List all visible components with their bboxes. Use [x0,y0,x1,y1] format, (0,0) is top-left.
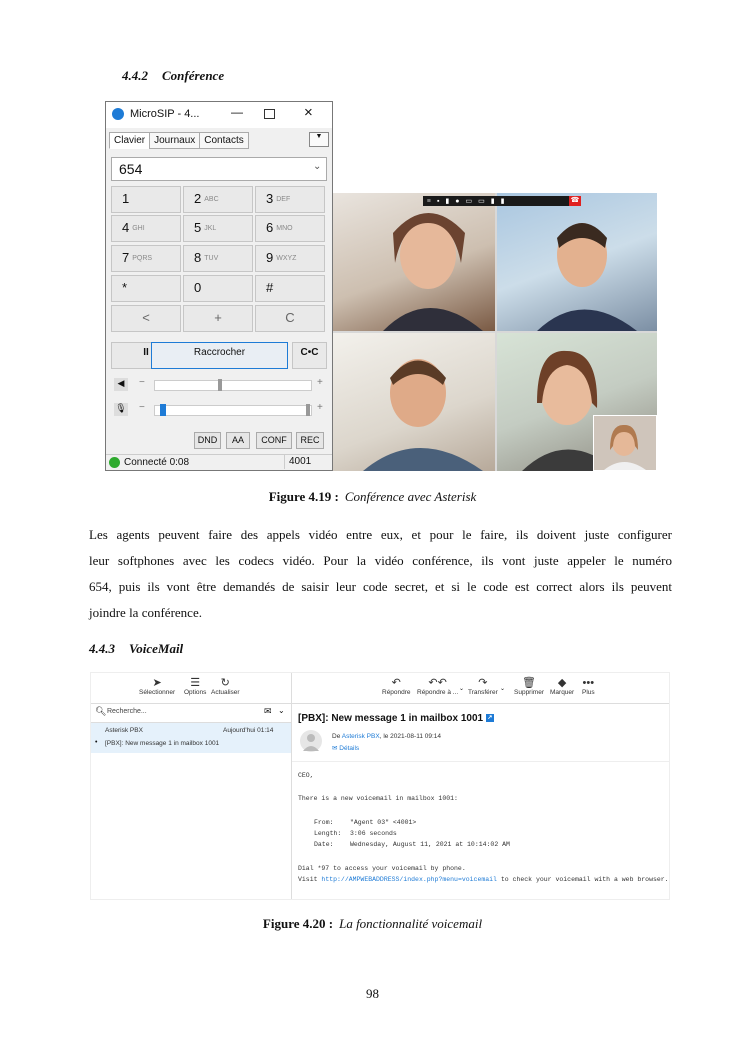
avatar [300,730,322,752]
dial-key-star[interactable] [111,275,181,302]
body-date-label: Date: [314,841,334,848]
dial-key-letters: MNO [276,225,293,233]
body-greeting: CEO, [298,772,314,779]
video-controls-icons[interactable]: ≡▪▮●▭▭▮▮ [427,197,511,205]
dial-key-4[interactable] [111,215,181,242]
message-divider [292,761,669,762]
body-paragraph [89,522,672,626]
video-tile-woman-headset [333,193,495,331]
status-online-icon [109,457,120,468]
auto-answer-button[interactable]: AA [226,432,250,449]
dial-key-3[interactable] [255,186,325,213]
video-conference-grid [333,193,657,471]
menu-dropdown-button[interactable]: ▼ [309,132,329,147]
message-subject: [PBX]: New message 1 in mailbox 1001 ↗ [298,713,493,724]
conference-button[interactable]: CONF [256,432,292,449]
page-number: 98 [366,986,379,1001]
microsip-window [105,101,333,471]
refresh-icon: ↻ [220,677,230,689]
dial-key-9[interactable] [255,245,325,272]
tag-icon: ◆ [557,677,567,689]
dial-key-digit: 4 [122,220,130,235]
backspace-key[interactable]: < [111,305,181,332]
minimize-icon[interactable]: — [231,105,243,119]
tab-clavier[interactable]: Clavier [109,132,150,149]
unread-dot-icon: • [95,739,98,746]
figure-420-caption: Figure 4.20 : La fonctionnalité voicemail [262,916,483,931]
message-view-pane [292,673,669,899]
figure-419-caption: Figure 4.19 : Conférence avec Asterisk [268,489,477,504]
delete-button[interactable]: 🗑︎ Supprimer [514,677,544,696]
reply-icon: ↶ [391,677,401,689]
mic-slider-thumb[interactable] [160,404,166,416]
forward-dropdown-icon[interactable]: ⌄ [500,686,506,692]
dial-key-5[interactable] [183,215,253,242]
person-silhouette-2 [497,193,657,331]
paragraph-line-2: leur softphones avec les codecs vidéo. Pour la vidéo conférence, ils vont juste appeler le numéro [89,553,672,568]
dial-key-digit: 8 [194,250,202,265]
person-silhouette-5 [594,416,656,470]
voicemail-link[interactable]: http://AMPWEBADDRESS/index.php?menu=voicemail [321,876,497,883]
dial-key-digit: 0 [194,280,202,295]
dial-key-letters: ABC [204,196,219,204]
transfer-button[interactable]: C•C [292,342,327,369]
more-button[interactable]: ••• Plus [582,677,595,696]
reply-all-icon: ↶↶ [428,677,447,689]
dial-key-0[interactable] [183,275,253,302]
plus-key[interactable]: + [183,305,253,332]
list-item-subject: [PBX]: New message 1 in mailbox 1001 [105,740,220,747]
close-icon[interactable]: × [304,104,313,121]
hangup-icon[interactable]: ☎ [570,196,580,204]
body-date-value: Wednesday, August 11, 2021 at 10:14:02 AM [350,841,510,848]
cursor-icon: ➤ [152,677,162,689]
forward-icon: ↷ [478,677,488,689]
body-intro: There is a new voicemail in mailbox 1001: [298,795,458,802]
list-item-sender: Asterisk PBX [105,727,143,734]
dial-key-digit: 6 [266,220,274,235]
dial-key-8[interactable] [183,245,253,272]
record-button[interactable]: REC [296,432,324,449]
dnd-button[interactable]: DND [194,432,221,449]
pause-button[interactable]: II [111,342,181,369]
body-length-label: Length: [314,830,342,837]
maximize-icon[interactable] [264,109,275,119]
dial-key-letters: GHI [132,225,145,233]
dial-key-digit: 2 [194,191,202,206]
paragraph-line-4: joindre la conférence. [89,605,202,620]
sender-link[interactable]: Asterisk PBX [341,733,380,740]
forward-button[interactable]: ↷ Transférer [468,677,498,696]
details-link[interactable]: ✉ Détails [332,745,360,752]
reply-dropdown-icon[interactable]: ⌄ [459,686,465,692]
message-list-pane [91,673,292,899]
dial-key-digit: 5 [194,220,202,235]
message-from: De Asterisk PBX, le 2021-08-11 09:14 [332,733,442,740]
body-length-value: 3:06 seconds [350,830,397,837]
person-silhouette-3 [333,333,495,471]
tab-journaux[interactable]: Journaux [149,132,200,149]
speaker-minus: − [139,377,145,388]
dial-input[interactable] [111,157,327,181]
dial-key-hash[interactable] [255,275,325,302]
mic-slider[interactable] [154,405,312,416]
menu-icon: ☰ [190,677,201,689]
open-external-icon[interactable]: ↗ [487,715,493,722]
reply-button[interactable]: ↶ Répondre [382,677,411,696]
left-toolbar [91,673,291,704]
dial-key-letters: WXYZ [276,255,297,263]
clear-key[interactable]: C [255,305,325,332]
microphone-icon[interactable]: 🎙 [114,403,128,416]
search-input[interactable]: Recherche... [107,708,147,715]
body-from-label: From: [314,819,334,826]
mic-plus: + [317,402,323,413]
self-view-thumbnail [593,415,657,471]
window-title: MicroSIP - 4... [130,108,200,120]
user-icon [300,730,322,752]
dial-key-digit: 1 [122,191,130,206]
status-text: Connecté 0:08 [124,457,190,468]
status-bar [106,454,332,471]
tab-contacts[interactable]: Contacts [199,132,248,149]
microsip-tabs [109,132,248,150]
person-silhouette-1 [333,193,495,331]
microsip-titlebar [106,102,332,128]
dial-key-letters: JKL [204,225,217,233]
speaker-slider-thumb[interactable] [218,379,222,391]
envelope-filter-icon[interactable]: ✉ [264,706,272,716]
section-heading-443: 4.4.3 VoiceMail [89,641,184,656]
dial-key-6[interactable] [255,215,325,242]
dial-key-letters: TUV [204,255,219,263]
more-icon: ••• [582,677,595,689]
dial-key-digit: # [266,280,274,295]
body-dial: Dial *97 to access your voicemail by phone. [298,865,466,872]
dial-key-digit: 7 [122,250,130,265]
trash-icon: 🗑︎ [522,677,536,689]
dial-value: 654 [119,161,143,177]
hangup-button[interactable]: Raccrocher [151,342,288,369]
options-button[interactable]: ☰ Options [184,677,207,696]
dial-key-digit: 3 [266,191,274,206]
paragraph-line-1: Les agents peuvent faire des appels vidéo entre eux, et pour le faire, ils doivent juste configurer [89,527,672,542]
section-heading-442: 4.4.2 Conférence [122,68,225,83]
select-button[interactable]: ➤ Sélectionner [139,677,176,696]
video-tile-woman-laptop [497,333,657,471]
microsip-logo-icon [112,108,124,120]
account-number: 4001 [284,454,312,469]
dial-key-digit: * [122,280,128,295]
chevron-down-icon[interactable]: ⌄ [278,706,285,715]
right-toolbar [292,673,669,704]
reply-all-button[interactable]: ↶↶ Répondre à ... [417,677,459,696]
paragraph-line-3: 654, puis ils vont être demandés de saisir leur code secret, et si le code est correct alors ils peuvent [89,579,672,594]
webmail-window [90,672,670,900]
dial-key-digit: 9 [266,250,274,265]
dial-key-7[interactable] [111,245,181,272]
mark-button[interactable]: ◆ Marquer [550,677,575,696]
search-icon: 🔍︎ [95,706,107,716]
dial-key-letters: PQRS [132,255,153,263]
mic-slider-end [306,404,310,416]
dial-key-1[interactable] [111,186,181,213]
envelope-icon: ✉ [332,745,338,752]
video-tile-man-smiling [333,333,495,471]
chevron-down-icon[interactable]: ⌄ [313,161,322,172]
mic-minus: − [139,402,145,413]
speaker-slider[interactable] [154,380,312,391]
body-from-value: "Agent 03" <4001> [350,819,417,826]
list-item[interactable] [91,723,291,753]
list-item-date: Aujourd'hui 01:14 [223,727,274,734]
refresh-button[interactable]: ↻ Actualiser [211,677,240,696]
video-tile-man-headset [497,193,657,331]
dial-key-2[interactable] [183,186,253,213]
speaker-plus: + [317,377,323,388]
search-bar[interactable] [91,704,291,723]
video-call-toolbar [423,196,581,206]
dial-key-letters: DEF [276,196,291,204]
speaker-icon[interactable]: ◀ [114,378,128,391]
body-visit: Visit http://AMPWEBADDRESS/index.php?menu=voicemail to check your voicemail with a web browser. [298,876,669,883]
